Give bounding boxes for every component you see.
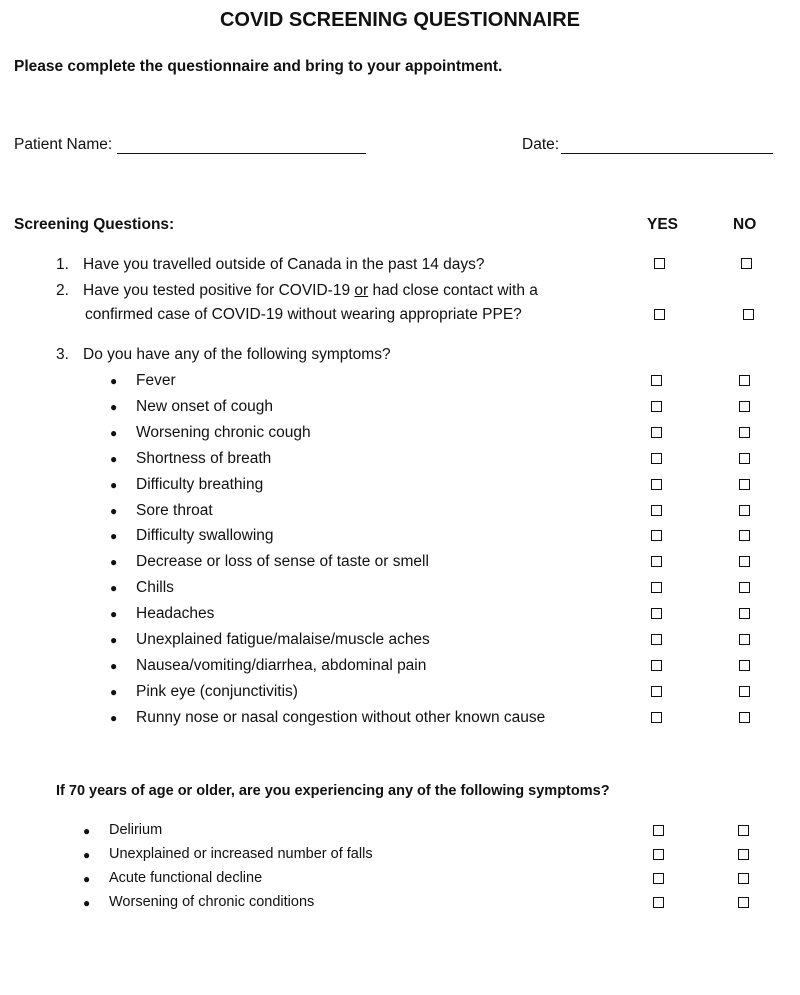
screening-questions-header: Screening Questions: [14, 216, 175, 233]
bullet-icon: ● [83, 824, 91, 838]
bullet-icon: ● [110, 633, 118, 647]
symptom-label: Difficulty breathing [136, 475, 264, 493]
senior-symptom-label: Worsening of chronic conditions [109, 894, 315, 910]
senior-symptom-label: Unexplained or increased number of falls [109, 846, 373, 862]
senior-symptom-label: Delirium [109, 822, 163, 838]
question-number: 2. [56, 282, 69, 299]
symptom-no-checkbox[interactable] [739, 686, 750, 697]
symptom-label: Unexplained fatigue/malaise/muscle aches [136, 631, 430, 648]
question-2-text-line2: confirmed case of COVID-19 without wearing appropriate PPE? [85, 306, 522, 323]
symptom-no-checkbox[interactable] [739, 608, 750, 619]
question-2-text-part2: had close contact with a [368, 282, 538, 299]
senior-symptom-label: Acute functional decline [109, 870, 263, 886]
symptom-no-checkbox[interactable] [739, 712, 750, 723]
symptom-yes-checkbox[interactable] [651, 608, 662, 619]
bullet-icon: ● [110, 607, 118, 622]
symptom-label: Worsening chronic cough [136, 423, 311, 441]
symptom-yes-checkbox[interactable] [651, 686, 662, 697]
q1-yes-checkbox[interactable] [654, 258, 665, 269]
symptom-label: Difficulty swallowing [136, 527, 274, 545]
symptom-no-checkbox[interactable] [739, 505, 750, 516]
patient-name-field[interactable] [117, 153, 366, 154]
patient-name-label: Patient Name: [14, 136, 113, 153]
symptom-no-checkbox[interactable] [739, 453, 750, 464]
question-number: 3. [56, 346, 69, 363]
symptom-yes-checkbox[interactable] [651, 634, 662, 645]
bullet-icon: ● [110, 581, 118, 596]
bullet-icon: ● [110, 399, 118, 414]
senior-symptom-yes-checkbox[interactable] [653, 873, 664, 884]
symptom-yes-checkbox[interactable] [651, 582, 662, 593]
question-2-or: or [354, 282, 369, 299]
senior-symptom-no-checkbox[interactable] [738, 897, 749, 908]
senior-symptom-no-checkbox[interactable] [738, 849, 749, 860]
symptom-yes-checkbox[interactable] [651, 660, 662, 671]
symptom-label: Headaches [136, 605, 215, 623]
symptom-yes-checkbox[interactable] [651, 505, 662, 516]
question-number: 1. [56, 256, 69, 273]
bullet-icon: ● [110, 555, 118, 570]
bullet-icon: ● [110, 529, 118, 544]
symptom-label: Runny nose or nasal congestion without other known cause [136, 708, 546, 726]
symptom-yes-checkbox[interactable] [651, 530, 662, 541]
bullet-icon: ● [110, 451, 118, 466]
bullet-icon: ● [83, 896, 91, 910]
symptom-label: Pink eye (conjunctivitis) [136, 682, 298, 700]
bullet-icon: ● [110, 503, 118, 518]
symptom-label: Fever [136, 372, 176, 389]
senior-symptom-no-checkbox[interactable] [738, 825, 749, 836]
symptom-label: New onset of cough [136, 397, 274, 415]
senior-symptom-no-checkbox[interactable] [738, 873, 749, 884]
symptom-label: Nausea/vomiting/diarrhea, abdominal pain [136, 656, 427, 674]
symptom-no-checkbox[interactable] [739, 660, 750, 671]
symptom-yes-checkbox[interactable] [651, 712, 662, 723]
symptom-yes-checkbox[interactable] [651, 427, 662, 438]
page-title: COVID SCREENING QUESTIONNAIRE [219, 9, 581, 31]
symptom-yes-checkbox[interactable] [651, 479, 662, 490]
symptom-yes-checkbox[interactable] [651, 375, 662, 386]
symptom-no-checkbox[interactable] [739, 427, 750, 438]
symptom-yes-checkbox[interactable] [651, 401, 662, 412]
bullet-icon: ● [110, 684, 118, 699]
bullet-icon: ● [110, 477, 118, 492]
symptom-no-checkbox[interactable] [739, 375, 750, 386]
symptom-label: Decrease or loss of sense of taste or smell [136, 553, 429, 571]
symptom-yes-checkbox[interactable] [651, 556, 662, 567]
bullet-icon: ● [83, 848, 91, 862]
bullet-icon: ● [110, 658, 118, 673]
yes-column-header: YES [647, 216, 679, 233]
bullet-icon: ● [83, 872, 91, 886]
senior-symptom-yes-checkbox[interactable] [653, 825, 664, 836]
senior-symptom-yes-checkbox[interactable] [653, 849, 664, 860]
symptom-no-checkbox[interactable] [739, 582, 750, 593]
question-1-text: Have you travelled outside of Canada in the past 14 days? [83, 256, 485, 273]
q1-no-checkbox[interactable] [741, 258, 752, 269]
instructions: Please complete the questionnaire and bring to your appointment. [14, 58, 503, 75]
bullet-icon: ● [110, 425, 118, 440]
symptom-label: Chills [136, 579, 174, 597]
symptom-yes-checkbox[interactable] [651, 453, 662, 464]
symptom-no-checkbox[interactable] [739, 556, 750, 567]
symptom-label: Sore throat [136, 501, 213, 519]
senior-symptom-yes-checkbox[interactable] [653, 897, 664, 908]
no-column-header: NO [733, 216, 757, 233]
symptom-no-checkbox[interactable] [739, 479, 750, 490]
senior-section-header: If 70 years of age or older, are you experiencing any of the following symptoms? [56, 783, 610, 799]
date-field[interactable] [561, 153, 773, 154]
symptom-label: Shortness of breath [136, 449, 272, 467]
bullet-icon: ● [110, 374, 118, 388]
symptom-no-checkbox[interactable] [739, 401, 750, 412]
bullet-icon: ● [110, 710, 118, 725]
question-2-text-line1 [83, 282, 538, 300]
question-2-text-part1: Have you tested positive for COVID-19 [83, 282, 355, 299]
symptom-no-checkbox[interactable] [739, 634, 750, 645]
question-3-text: Do you have any of the following symptoms? [83, 346, 391, 363]
date-label: Date: [522, 136, 560, 153]
symptom-no-checkbox[interactable] [739, 530, 750, 541]
q2-yes-checkbox[interactable] [654, 309, 665, 320]
q2-no-checkbox[interactable] [743, 309, 754, 320]
